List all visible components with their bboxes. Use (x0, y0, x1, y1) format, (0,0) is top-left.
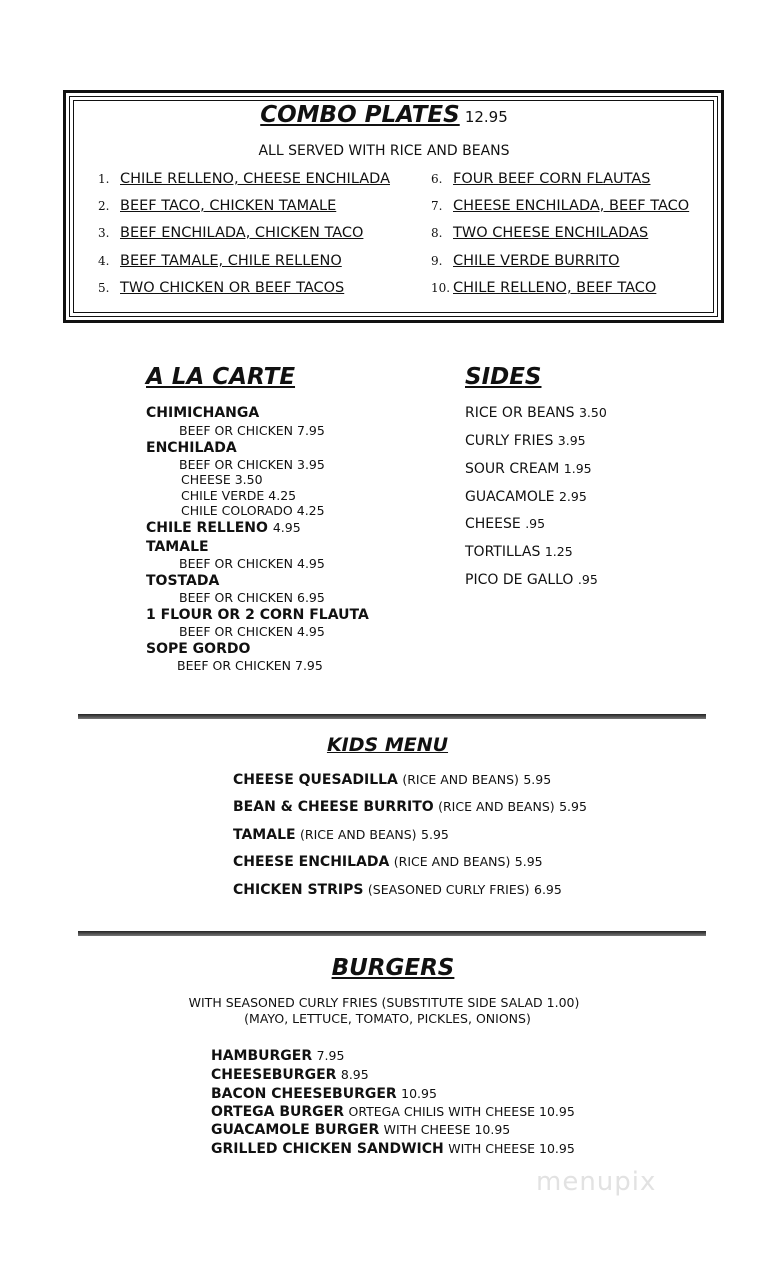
combo-item-1 (98, 171, 390, 187)
combo-number: 8. (431, 226, 443, 240)
kids-note: (SEASONED CURLY FRIES) (367, 882, 530, 897)
kids-item (233, 827, 449, 843)
combo-label: TWO CHEESE ENCHILADAS (453, 225, 649, 241)
kids-price: 6.95 (534, 882, 562, 897)
combo-label: BEEF TACO, CHICKEN TAMALE (120, 198, 337, 214)
kids-price: 5.95 (559, 799, 587, 814)
alacarte-enchilada-beef-chicken: BEEF OR CHICKEN 3.95 (179, 457, 325, 472)
combo-number: 9. (431, 254, 443, 268)
kids-item (233, 854, 543, 870)
burger-item (211, 1141, 575, 1157)
combo-title: COMBO PLATES (260, 102, 460, 128)
side-price: .95 (525, 516, 546, 531)
alacarte-enchilada-verde: CHILE VERDE 4.25 (181, 488, 297, 503)
kids-name: BEAN & CHEESE BURRITO (233, 799, 434, 815)
side-name: CHEESE (465, 516, 521, 532)
combo-item-3 (98, 225, 363, 241)
side-item (465, 544, 573, 560)
combo-item-8 (431, 225, 648, 241)
combo-number: 1. (98, 172, 110, 186)
burgers-note-2: (MAYO, LETTUCE, TOMATO, PICKLES, ONIONS) (244, 1011, 531, 1026)
burger-name: ORTEGA BURGER (211, 1104, 345, 1120)
alacarte-tamale-price: BEEF OR CHICKEN 4.95 (179, 556, 325, 571)
burger-item (211, 1048, 344, 1064)
burger-item (211, 1104, 575, 1120)
burger-item (211, 1122, 510, 1138)
side-name: SOUR CREAM (465, 461, 560, 477)
side-name: RICE OR BEANS (465, 405, 575, 421)
side-item (465, 461, 592, 477)
kids-price: 5.95 (421, 827, 449, 842)
combo-item-10 (431, 280, 656, 296)
kids-heading (0, 734, 768, 756)
combo-label: FOUR BEEF CORN FLAUTAS (453, 171, 651, 187)
alacarte-tostada-price: BEEF OR CHICKEN 6.95 (179, 590, 325, 605)
burgers-note-1: WITH SEASONED CURLY FRIES (SUBSTITUTE SIDE SALAD 1.00) (188, 995, 580, 1010)
combo-number: 10. (431, 281, 451, 295)
combo-item-9 (431, 253, 620, 269)
item-name: CHILE RELLENO (146, 520, 268, 536)
menupix-watermark: menupix (536, 1167, 657, 1197)
kids-note: (RICE AND BEANS) (438, 799, 555, 814)
combo-label: BEEF TAMALE, CHILE RELLENO (120, 253, 342, 269)
burger-desc: 8.95 (340, 1067, 369, 1082)
side-item (465, 572, 598, 588)
alacarte-enchilada: ENCHILADA (146, 440, 237, 456)
burger-item (211, 1086, 437, 1102)
combo-item-2 (98, 198, 336, 214)
side-price: .95 (577, 572, 598, 587)
combo-heading (0, 102, 768, 128)
alacarte-tamale: TAMALE (146, 539, 209, 555)
kids-title: KIDS MENU (326, 734, 449, 756)
side-price: 2.95 (558, 489, 587, 504)
kids-name: CHEESE ENCHILADA (233, 854, 390, 870)
burger-desc: 10.95 (401, 1086, 437, 1101)
combo-item-5 (98, 280, 344, 296)
kids-price: 5.95 (523, 772, 552, 787)
side-price: 3.50 (578, 405, 607, 420)
alacarte-chimichanga-price: BEEF OR CHICKEN 7.95 (179, 423, 325, 438)
kids-name: TAMALE (233, 827, 296, 843)
section-divider (78, 931, 706, 936)
burger-name: GRILLED CHICKEN SANDWICH (211, 1141, 444, 1157)
side-item (465, 405, 607, 421)
burger-desc: 7.95 (316, 1048, 345, 1063)
burger-name: HAMBURGER (211, 1048, 313, 1064)
combo-label: CHILE VERDE BURRITO (453, 253, 620, 269)
side-item (465, 489, 587, 505)
side-name: GUACAMOLE (465, 489, 555, 505)
burgers-title: BURGERS (331, 955, 455, 981)
kids-item (233, 772, 551, 788)
section-divider (78, 714, 706, 719)
combo-label: BEEF ENCHILADA, CHICKEN TACO (120, 225, 364, 241)
combo-subtitle: ALL SERVED WITH RICE AND BEANS (258, 143, 510, 159)
side-price: 1.25 (544, 544, 573, 559)
combo-number: 4. (98, 254, 110, 268)
combo-item-7 (431, 198, 689, 214)
side-price: 1.95 (563, 461, 592, 476)
burger-desc: WITH CHEESE 10.95 (448, 1141, 575, 1156)
alacarte-chile-relleno (146, 520, 301, 536)
side-item (465, 433, 586, 449)
burger-desc: WITH CHEESE 10.95 (383, 1122, 511, 1137)
kids-item (233, 799, 587, 815)
combo-label: CHEESE ENCHILADA, BEEF TACO (453, 198, 690, 214)
burger-name: CHEESEBURGER (211, 1067, 337, 1083)
side-price: 3.95 (557, 433, 586, 448)
combo-number: 3. (98, 226, 110, 240)
alacarte-enchilada-cheese: CHEESE 3.50 (181, 472, 263, 487)
burgers-heading (0, 955, 768, 981)
sides-title: SIDES (465, 364, 542, 390)
kids-note: (RICE AND BEANS) (402, 772, 519, 787)
combo-item-6 (431, 171, 650, 187)
burger-name: GUACAMOLE BURGER (211, 1122, 380, 1138)
kids-note: (RICE AND BEANS) (393, 854, 511, 869)
burger-name: BACON CHEESEBURGER (211, 1086, 397, 1102)
kids-price: 5.95 (514, 854, 543, 869)
kids-item (233, 882, 562, 898)
combo-number: 5. (98, 281, 110, 295)
burger-desc: ORTEGA CHILIS WITH CHEESE 10.95 (348, 1104, 575, 1119)
combo-price: 12.95 (464, 108, 508, 126)
side-name: CURLY FRIES (465, 433, 554, 449)
alacarte-tostada: TOSTADA (146, 573, 220, 589)
combo-number: 6. (431, 172, 443, 186)
alacarte-flauta-price: BEEF OR CHICKEN 4.95 (179, 624, 325, 639)
kids-note: (RICE AND BEANS) (300, 827, 417, 842)
combo-label: CHILE RELLENO, BEEF TACO (453, 280, 657, 296)
alacarte-title: A LA CARTE (146, 364, 296, 390)
combo-number: 2. (98, 199, 110, 213)
item-price: 4.95 (272, 520, 301, 535)
combo-label: CHILE RELLENO, CHEESE ENCHILADA (120, 171, 390, 187)
alacarte-chimichanga: CHIMICHANGA (146, 405, 260, 421)
combo-item-4 (98, 253, 342, 269)
side-name: TORTILLAS (465, 544, 541, 560)
alacarte-flauta: 1 FLOUR OR 2 CORN FLAUTA (146, 607, 369, 623)
kids-name: CHICKEN STRIPS (233, 882, 364, 898)
alacarte-sope: SOPE GORDO (146, 641, 251, 657)
side-item (465, 516, 545, 532)
side-name: PICO DE GALLO (465, 572, 574, 588)
kids-name: CHEESE QUESADILLA (233, 772, 398, 788)
alacarte-enchilada-colorado: CHILE COLORADO 4.25 (181, 503, 325, 518)
burger-item (211, 1067, 369, 1083)
alacarte-sope-price: BEEF OR CHICKEN 7.95 (177, 658, 323, 673)
combo-label: TWO CHICKEN OR BEEF TACOS (120, 280, 345, 296)
combo-number: 7. (431, 199, 443, 213)
